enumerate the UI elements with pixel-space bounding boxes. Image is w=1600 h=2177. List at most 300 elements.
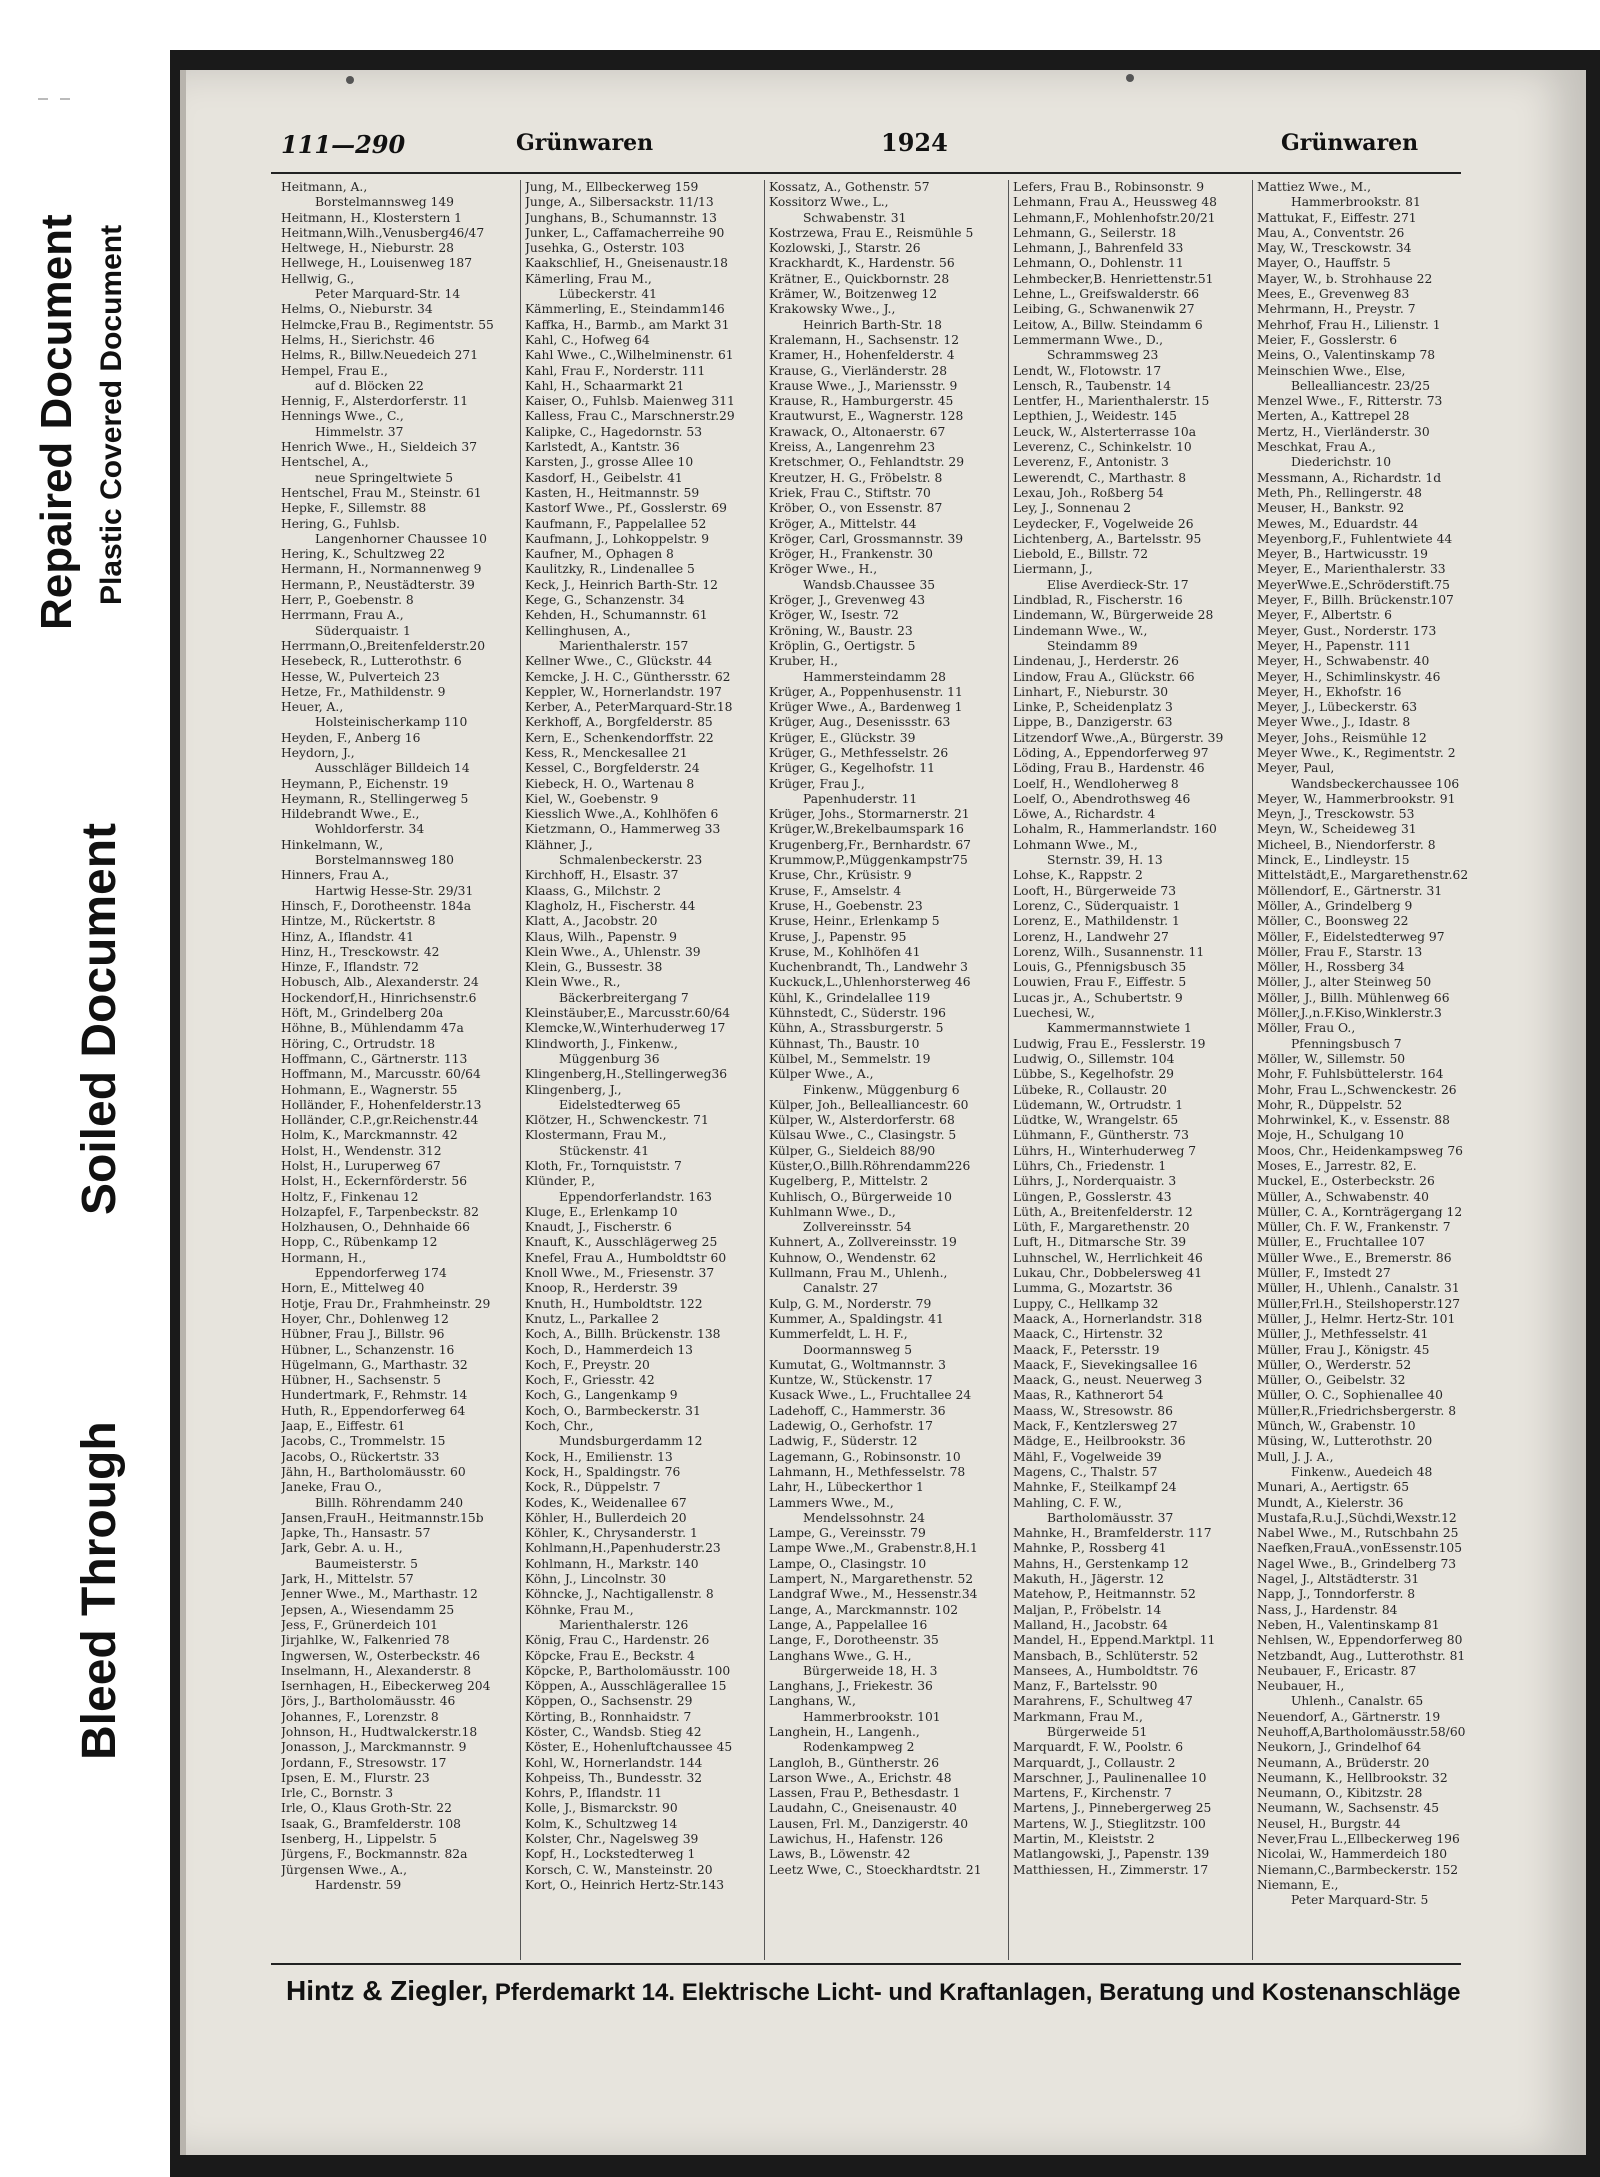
directory-entry: Hinners, Frau A., xyxy=(281,868,390,883)
directory-entry: Heydorn, J., xyxy=(281,745,355,760)
directory-entry: Möllendorf, E., Gärtnerstr. 31 xyxy=(1257,883,1443,898)
directory-entry: Holsteinischerkamp 110 xyxy=(315,715,468,730)
directory-entry: Lorenz, E., Mathildenstr. 1 xyxy=(1013,914,1180,929)
directory-entry: Kröger, H., Frankenstr. 30 xyxy=(769,547,933,562)
directory-entry: Hellwig, G., xyxy=(281,271,355,286)
directory-entry: Junghans, B., Schumannstr. 13 xyxy=(525,210,717,225)
ad-address: Pferdemarkt 14. xyxy=(494,1979,676,2006)
directory-entry: Hesebeck, R., Lutterothstr. 6 xyxy=(281,654,462,669)
directory-entry: Canalstr. 27 xyxy=(803,1281,879,1296)
directory-entry: Kröger, A., Mittelstr. 44 xyxy=(769,516,917,531)
directory-entry: Maack, F., Petersstr. 19 xyxy=(1013,1342,1160,1357)
directory-entry: Horn, E., Mittelweg 40 xyxy=(281,1281,425,1296)
directory-entry: Meyer, H., Schwabenstr. 40 xyxy=(1257,654,1430,669)
directory-entry: Jark, Gebr. A. u. H., xyxy=(281,1541,403,1556)
directory-entry: König, Frau C., Hardenstr. 26 xyxy=(525,1633,710,1648)
directory-entry: Kuntze, W., Stückenstr. 17 xyxy=(769,1373,933,1388)
directory-entry: Louis, G., Pfennigsbusch 35 xyxy=(1013,960,1187,975)
directory-entry: Krüger,W.,Brekelbaumspark 16 xyxy=(769,822,964,837)
directory-entry: Kühnast, Th., Baustr. 10 xyxy=(769,1036,920,1051)
directory-entry: Lefers, Frau B., Robinsonstr. 9 xyxy=(1013,180,1205,194)
directory-entry: Neuendorf, A., Gärtnerstr. 19 xyxy=(1257,1709,1441,1724)
directory-entry: Kruse, H., Goebenstr. 23 xyxy=(769,898,923,913)
directory-entry: Koch, G., Langenkamp 9 xyxy=(525,1388,678,1403)
directory-entry: Körting, B., Ronnhaidstr. 7 xyxy=(525,1709,692,1724)
directory-entry: Meyer, Johs., Reismühle 12 xyxy=(1257,730,1427,745)
directory-entry: Krüger, E., Glückstr. 39 xyxy=(769,730,916,745)
directory-entry: Irle, O., Klaus Groth-Str. 22 xyxy=(281,1801,452,1816)
directory-entry: Lumma, G., Mozartstr. 36 xyxy=(1013,1281,1173,1296)
directory-entry: Kugelberg, P., Mittelstr. 2 xyxy=(769,1174,929,1189)
directory-entry: Finkenw., Müggenburg 6 xyxy=(803,1082,960,1097)
directory-entry: Kietzmann, O., Hammerweg 33 xyxy=(525,822,721,837)
directory-entry: Lammers Wwe., M., xyxy=(769,1495,894,1510)
directory-entry: Hinze, F., Iflandstr. 72 xyxy=(281,960,419,975)
directory-entry: Linhart, F., Nieburstr. 30 xyxy=(1013,684,1169,699)
directory-entry: Mahnke, H., Bramfelderstr. 117 xyxy=(1013,1526,1212,1541)
directory-entry: Knuth, H., Humboldtstr. 122 xyxy=(525,1296,703,1311)
directory-entry: Krüger Wwe., A., Bardenweg 1 xyxy=(769,700,963,715)
directory-entry: Hintze, M., Rückertstr. 8 xyxy=(281,914,436,929)
directory-entry: Kiebeck, H. O., Wartenau 8 xyxy=(525,776,695,791)
directory-entry: Lüth, A., Breitenfelderstr. 12 xyxy=(1013,1204,1193,1219)
directory-entry: Kruber, H., xyxy=(769,654,839,669)
directory-entry: Jähn, H., Bartholomäusstr. 60 xyxy=(281,1464,466,1479)
directory-entry: Holländer, C.P.,gr.Reichenstr.44 xyxy=(281,1113,479,1128)
column-divider xyxy=(1008,180,1009,1960)
directory-entry: Larson Wwe., A., Erichstr. 48 xyxy=(769,1770,952,1785)
directory-entry: Kröger, J., Grevenweg 43 xyxy=(769,593,926,608)
directory-entry: Kort, O., Heinrich Hertz-Str.143 xyxy=(525,1877,725,1892)
directory-entry: Schwabenstr. 31 xyxy=(803,210,907,225)
directory-entry: Maack, A., Hornerlandstr. 318 xyxy=(1013,1311,1203,1326)
page-range: 111—290 xyxy=(281,130,406,159)
directory-entry: Leverenz, F., Antonistr. 3 xyxy=(1013,455,1169,470)
directory-entry: Langhans Wwe., G. H., xyxy=(769,1648,912,1663)
directory-entry: Marienthalerstr. 157 xyxy=(559,638,689,653)
directory-entry: Himmelstr. 37 xyxy=(315,424,404,439)
directory-entry: Kessel, C., Borgfelderstr. 24 xyxy=(525,761,700,776)
directory-entry: Wohldorferstr. 34 xyxy=(315,822,425,837)
directory-entry: Kozlowski, J., Starstr. 26 xyxy=(769,241,921,256)
directory-entry: Lahr, H., Lübeckerthor 1 xyxy=(769,1480,924,1495)
directory-entry: Mohrwinkel, K., v. Essenstr. 88 xyxy=(1257,1113,1450,1128)
directory-entry: Klostermann, Frau M., xyxy=(525,1128,667,1143)
directory-entry: May, W., Tresckowstr. 34 xyxy=(1257,241,1412,256)
directory-entry: Lüdemann, W., Ortrudstr. 1 xyxy=(1013,1097,1184,1112)
directory-entry: Moses, E., Jarrestr. 82, E. xyxy=(1257,1159,1417,1173)
directory-entry: Kohrs, P., Iflandstr. 11 xyxy=(525,1786,663,1801)
column-divider xyxy=(520,180,521,1960)
directory-entry: Meuser, H., Bankstr. 92 xyxy=(1257,501,1405,516)
directory-entry: Lensch, R., Taubenstr. 14 xyxy=(1013,378,1172,393)
directory-entry: Koch, F., Preystr. 20 xyxy=(525,1357,650,1372)
directory-entry: Kluge, E., Erlenkamp 10 xyxy=(525,1204,678,1219)
advertisement xyxy=(286,1975,1466,2015)
directory-entry: Makuth, H., Jägerstr. 12 xyxy=(1013,1572,1164,1587)
directory-entry: Möller,J.,n.F.Kiso,Winklerstr.3 xyxy=(1257,1006,1442,1021)
directory-entry: Mendelssohnstr. 24 xyxy=(803,1510,925,1525)
directory-entry: Köster, C., Wandsb. Stieg 42 xyxy=(525,1724,702,1739)
directory-entry: Lepthien, J., Weidestr. 145 xyxy=(1013,409,1177,424)
directory-entry: Isenberg, H., Lippelstr. 5 xyxy=(281,1832,438,1847)
directory-entry: Kolster, Chr., Nagelsweg 39 xyxy=(525,1832,699,1847)
directory-column xyxy=(1257,180,1493,1960)
directory-entry: Holst, H., Luruperweg 67 xyxy=(281,1159,441,1173)
directory-entry: Maack, F., Sievekingsallee 16 xyxy=(1013,1357,1198,1372)
directory-entry: Heymann, R., Stellingerweg 5 xyxy=(281,791,469,806)
directory-entry: Luechesi, W., xyxy=(1013,1006,1095,1021)
directory-entry: Heinrich Barth-Str. 18 xyxy=(803,317,943,332)
directory-entry: Borstelmannsweg 149 xyxy=(315,195,454,210)
directory-entry: Möller, A., Grindelberg 9 xyxy=(1257,898,1413,913)
directory-entry: Meyer, Paul, xyxy=(1257,761,1335,776)
directory-entry: Bartholomäusstr. 37 xyxy=(1047,1510,1174,1525)
directory-entry: Kumutat, G., Woltmannstr. 3 xyxy=(769,1357,946,1372)
directory-entry: Hormann, H., xyxy=(281,1250,367,1265)
directory-entry: Hobusch, Alb., Alexanderstr. 24 xyxy=(281,975,479,990)
directory-entry: Merten, A., Kattrepel 28 xyxy=(1257,409,1410,424)
label-bleed-through: Bleed Through xyxy=(73,1421,126,1760)
directory-entry: Meyn, W., Scheideweg 31 xyxy=(1257,822,1417,837)
directory-entry: Meyn, J., Tresckowstr. 53 xyxy=(1257,807,1415,822)
directory-entry: Lorenz, C., Süderquaistr. 1 xyxy=(1013,898,1181,913)
directory-entry: Holm, K., Marckmannstr. 42 xyxy=(281,1128,458,1143)
directory-entry: Nass, J., Hardenstr. 84 xyxy=(1257,1602,1398,1617)
directory-entry: Louwien, Frau F., Eiffestr. 5 xyxy=(1013,975,1187,990)
directory-entry: Leibing, G., Schwanenwik 27 xyxy=(1013,302,1195,317)
directory-entry: Kodes, K., Weidenallee 67 xyxy=(525,1495,687,1510)
directory-entry: Hundertmark, F., Rehmstr. 14 xyxy=(281,1388,468,1403)
header-rule xyxy=(271,172,1461,174)
directory-entry: Müller Wwe., E., Bremerstr. 86 xyxy=(1257,1250,1452,1265)
directory-entry: Kellinghusen, A., xyxy=(525,623,631,638)
directory-entry: Löwe, A., Richardstr. 4 xyxy=(1013,807,1156,822)
directory-entry: Möller, W., Sillemstr. 50 xyxy=(1257,1051,1406,1066)
directory-entry: Neben, H., Valentinskamp 81 xyxy=(1257,1617,1440,1632)
directory-entry: Kahl Wwe., C.,Wilhelminenstr. 61 xyxy=(525,348,734,363)
directory-entry: Herrmann, Frau A., xyxy=(281,608,404,623)
directory-entry: Junker, L., Caffamacherreihe 90 xyxy=(525,225,725,240)
directory-entry: Helmcke,Frau B., Regimentstr. 55 xyxy=(281,317,494,332)
directory-entry: Lange, F., Dorotheenstr. 35 xyxy=(769,1633,939,1648)
directory-entry: Lüngen, P., Gosslerstr. 43 xyxy=(1013,1189,1172,1204)
directory-entry: Japke, Th., Hansastr. 57 xyxy=(281,1526,431,1541)
directory-entry: Klingenberg,H.,Stellingerweg36 xyxy=(525,1067,728,1082)
directory-entry: Külper, G., Sieldeich 88/90 xyxy=(769,1143,936,1158)
directory-entry: Löding, A., Eppendorferweg 97 xyxy=(1013,745,1209,760)
right-heading: Grünwaren xyxy=(1281,130,1419,156)
directory-entry: Krause, G., Vierländerstr. 28 xyxy=(769,363,948,378)
directory-entry: Magens, C., Thalstr. 57 xyxy=(1013,1464,1158,1479)
directory-entry: Meyer Wwe., K., Regimentstr. 2 xyxy=(1257,745,1456,760)
directory-entry: Hübner, H., Sachsenstr. 5 xyxy=(281,1373,441,1388)
directory-entry: Johannes, F., Lorenzstr. 8 xyxy=(281,1709,439,1724)
directory-entry: Mustafa,R.u.J.,Süchdi,Wexstr.12 xyxy=(1257,1510,1457,1525)
directory-entry: Münch, W., Grabenstr. 10 xyxy=(1257,1419,1416,1434)
directory-entry: Mack, F., Kentzlersweg 27 xyxy=(1013,1419,1178,1434)
directory-entry: Langhein, H., Langenh., xyxy=(769,1724,920,1739)
directory-entry: Jacobs, C., Trommelstr. 15 xyxy=(281,1434,446,1449)
directory-entry: Mattiez Wwe., M., xyxy=(1257,180,1371,194)
left-heading: Grünwaren xyxy=(516,130,654,156)
directory-entry: Malland, H., Jacobstr. 64 xyxy=(1013,1617,1168,1632)
directory-entry: Lagemann, G., Robinsonstr. 10 xyxy=(769,1449,961,1464)
directory-entry: Möller, F., Eidelstedterweg 97 xyxy=(1257,929,1445,944)
directory-entry: Koch, Chr., xyxy=(525,1419,594,1434)
directory-entry: Kröplin, G., Oertigstr. 5 xyxy=(769,638,916,653)
directory-entry: Kostrzewa, Frau E., Reismühle 5 xyxy=(769,225,974,240)
directory-entry: Kossatz, A., Gothenstr. 57 xyxy=(769,180,930,194)
directory-entry: Holzhausen, O., Dehnhaide 66 xyxy=(281,1220,470,1235)
directory-entry: Müller, C. A., Kornträgergang 12 xyxy=(1257,1204,1463,1219)
directory-entry: Krüger, Aug., Desenissstr. 63 xyxy=(769,715,951,730)
directory-entry: Koch, F., Griesstr. 42 xyxy=(525,1373,655,1388)
directory-entry: Möller, H., Rossberg 34 xyxy=(1257,960,1405,975)
directory-entry: Neuhoff,A,Bartholomäusstr.58/60 xyxy=(1257,1724,1466,1739)
directory-entry: Klaass, G., Milchstr. 2 xyxy=(525,883,662,898)
directory-entry: Nehlsen, W., Eppendorferweg 80 xyxy=(1257,1633,1463,1648)
directory-entry: Pfenningsbusch 7 xyxy=(1291,1036,1402,1051)
directory-entry: Klindworth, J., Finkenw., xyxy=(525,1036,678,1051)
directory-entry: Munari, A., Aertigstr. 65 xyxy=(1257,1480,1410,1495)
directory-entry: Lindemann, W., Bürgerweide 28 xyxy=(1013,608,1214,623)
directory-entry: Hinkelmann, W., xyxy=(281,837,384,852)
directory-entry: Möller, Frau F., Starstr. 13 xyxy=(1257,944,1423,959)
directory-entry: Herrmann,O.,Breitenfelderstr.20 xyxy=(281,638,486,653)
directory-entry: Kohlmann, H., Markstr. 140 xyxy=(525,1556,699,1571)
directory-entry: Hoyer, Chr., Dohlenweg 12 xyxy=(281,1311,449,1326)
directory-entry: Meyer, Gust., Norderstr. 173 xyxy=(1257,623,1437,638)
directory-entry: Lühmann, F., Güntherstr. 73 xyxy=(1013,1128,1189,1143)
directory-entry: Martens, F., Kirchenstr. 7 xyxy=(1013,1786,1172,1801)
directory-entry: Lawichus, H., Hafenstr. 126 xyxy=(769,1832,944,1847)
directory-entry: Knutz, L., Parkallee 2 xyxy=(525,1311,660,1326)
directory-entry: Napp, J., Tonndorferstr. 8 xyxy=(1257,1587,1416,1602)
directory-entry: Eppendorferlandstr. 163 xyxy=(559,1189,712,1204)
directory-entry: Köhncke, J., Nachtigallenstr. 8 xyxy=(525,1587,714,1602)
directory-columns xyxy=(281,180,1471,1960)
directory-entry: Heitmann,Wilh.,Venusberg46/47 xyxy=(281,225,485,240)
directory-entry: Lehmann, G., Seilerstr. 18 xyxy=(1013,225,1177,240)
directory-entry: Hellwege, H., Louisenweg 187 xyxy=(281,256,473,271)
directory-entry: Meier, F., Gosslerstr. 6 xyxy=(1257,332,1398,347)
directory-column xyxy=(281,180,517,1960)
directory-entry: Ladewig, O., Gerhofstr. 17 xyxy=(769,1419,933,1434)
directory-entry: Keck, J., Heinrich Barth-Str. 12 xyxy=(525,577,718,592)
directory-entry: Knaudt, J., Fischerstr. 6 xyxy=(525,1220,672,1235)
directory-entry: Lührs, J., Norderquaistr. 3 xyxy=(1013,1174,1177,1189)
directory-entry: Müsing, W., Lutterothstr. 20 xyxy=(1257,1434,1433,1449)
directory-entry: Martens, W. J., Stieglitzstr. 100 xyxy=(1013,1816,1206,1831)
directory-entry: Menzel Wwe., F., Ritterstr. 73 xyxy=(1257,394,1443,409)
directory-entry: Kaakschlief, H., Gneisenaustr.18 xyxy=(525,256,728,271)
directory-entry: Minck, E., Lindleystr. 15 xyxy=(1257,853,1410,868)
directory-entry: Lindblad, R., Fischerstr. 16 xyxy=(1013,593,1183,608)
directory-entry: Loelf, O., Abendrothsweg 46 xyxy=(1013,791,1191,806)
directory-entry: Kock, H., Emilienstr. 13 xyxy=(525,1449,673,1464)
punch-hole xyxy=(346,76,354,84)
directory-entry: Ley, J., Sonnenau 2 xyxy=(1013,501,1132,516)
directory-entry: Mansbach, B., Schlüterstr. 52 xyxy=(1013,1648,1199,1663)
directory-entry: Krüger, Frau J., xyxy=(769,776,865,791)
directory-entry: Klein Wwe., A., Uhlenstr. 39 xyxy=(525,944,701,959)
directory-entry: Kruse, Chr., Krüsistr. 9 xyxy=(769,868,912,883)
directory-entry: Muckel, E., Osterbeckstr. 26 xyxy=(1257,1174,1435,1189)
directory-entry: Ludwig, Frau E., Fesslerstr. 19 xyxy=(1013,1036,1206,1051)
directory-entry: Möller, C., Boonsweg 22 xyxy=(1257,914,1409,929)
directory-entry: Koch, D., Hammerdeich 13 xyxy=(525,1342,694,1357)
directory-entry: Hoffmann, C., Gärtnerstr. 113 xyxy=(281,1051,468,1066)
directory-entry: Kruse, Heinr., Erlenkamp 5 xyxy=(769,914,940,929)
column-divider xyxy=(1252,180,1253,1960)
directory-entry: Mewes, M., Eduardstr. 44 xyxy=(1257,516,1419,531)
directory-entry: Müller,R.,Friedrichsbergerstr. 8 xyxy=(1257,1403,1457,1418)
directory-entry: Niemann,C.,Barmbeckerstr. 152 xyxy=(1257,1862,1459,1877)
directory-entry: Hopp, C., Rübenkamp 12 xyxy=(281,1235,438,1250)
directory-entry: Koch, O., Barmbeckerstr. 31 xyxy=(525,1403,701,1418)
directory-entry: Meyer, H., Papenstr. 111 xyxy=(1257,638,1412,653)
directory-entry: Klatt, A., Jacobstr. 20 xyxy=(525,914,658,929)
directory-entry: Naefken,FrauA.,vonEssenstr.105 xyxy=(1257,1541,1463,1556)
directory-entry: Luft, H., Ditmarsche Str. 39 xyxy=(1013,1235,1187,1250)
directory-entry: Bäckerbreitergang 7 xyxy=(559,990,689,1005)
directory-entry: Müggenburg 36 xyxy=(559,1051,660,1066)
directory-entry: Martens, J., Pinnebergerweg 25 xyxy=(1013,1801,1212,1816)
directory-entry: Kuckuck,L.,Uhlenhorsterweg 46 xyxy=(769,975,971,990)
directory-entry: Kühn, A., Strassburgerstr. 5 xyxy=(769,1021,944,1036)
directory-entry: Lampert, N., Margarethenstr. 52 xyxy=(769,1572,974,1587)
directory-entry: Leverenz, C., Schinkelstr. 10 xyxy=(1013,440,1192,455)
directory-entry: Kahl, H., Schaarmarkt 21 xyxy=(525,378,685,393)
directory-entry: Jürgens, F., Bockmannstr. 82a xyxy=(281,1847,468,1862)
directory-entry: Lübeke, R., Collaustr. 20 xyxy=(1013,1082,1167,1097)
directory-entry: Hildebrandt Wwe., E., xyxy=(281,807,420,822)
directory-entry: Leydecker, F., Vogelweide 26 xyxy=(1013,516,1194,531)
label-soiled-document: Soiled Document xyxy=(73,822,126,1215)
directory-entry: Meinschien Wwe., Else, xyxy=(1257,363,1406,378)
directory-entry: Hotje, Frau Dr., Frahmheinstr. 29 xyxy=(281,1296,491,1311)
directory-entry: Köppen, O., Sachsenstr. 29 xyxy=(525,1694,693,1709)
directory-entry: Kröber, O., von Essenstr. 87 xyxy=(769,501,943,516)
directory-entry: Hetze, Fr., Mathildenstr. 9 xyxy=(281,684,446,699)
directory-entry: Lehmann, Frau A., Heussweg 48 xyxy=(1013,195,1217,210)
directory-entry: Kretschmer, O., Fehlandtstr. 29 xyxy=(769,455,965,470)
directory-entry: Maljan, P., Fröbelstr. 14 xyxy=(1013,1602,1162,1617)
directory-entry: Lampe, O., Clasingstr. 10 xyxy=(769,1556,927,1571)
directory-entry: Höft, M., Grindelberg 20a xyxy=(281,1006,444,1021)
directory-entry: Neubauer, F., Ericastr. 87 xyxy=(1257,1663,1417,1678)
directory-entry: neue Springeltwiete 5 xyxy=(315,470,454,485)
directory-entry: Lüth, F., Margarethenstr. 20 xyxy=(1013,1220,1190,1235)
directory-entry: Mertz, H., Vierländerstr. 30 xyxy=(1257,424,1430,439)
directory-column xyxy=(769,180,1005,1960)
directory-entry: Krackhardt, K., Hardenstr. 56 xyxy=(769,256,955,271)
directory-entry: Kühnstedt, C., Süderstr. 196 xyxy=(769,1006,946,1021)
directory-entry: Kriek, Frau C., Stiftstr. 70 xyxy=(769,485,931,500)
directory-entry: Kloth, Fr., Tornquiststr. 7 xyxy=(525,1159,682,1173)
directory-entry: Manz, F., Bartelsstr. 90 xyxy=(1013,1679,1158,1694)
directory-entry: Hammersteindamm 28 xyxy=(803,669,946,684)
directory-entry: Knefel, Frau A., Humboldtstr 60 xyxy=(525,1250,727,1265)
directory-entry: Lübbe, S., Kegelhofstr. 29 xyxy=(1013,1067,1174,1082)
directory-entry: Kruse, M., Kohlhöfen 41 xyxy=(769,944,921,959)
directory-entry: Maack, C., Hirtenstr. 32 xyxy=(1013,1327,1164,1342)
directory-entry: Lindow, Frau A., Glückstr. 66 xyxy=(1013,669,1195,684)
directory-entry: Kröning, W., Baustr. 23 xyxy=(769,623,913,638)
directory-entry: Lorenz, H., Landwehr 27 xyxy=(1013,929,1169,944)
directory-entry: Lübeckerstr. 41 xyxy=(559,287,657,302)
directory-entry: Möller, Frau O., xyxy=(1257,1021,1356,1036)
directory-entry: Kahl, C., Hofweg 64 xyxy=(525,332,650,347)
directory-entry: Kock, H., Spaldingstr. 76 xyxy=(525,1464,681,1479)
directory-entry: Klünder, P., xyxy=(525,1174,596,1189)
directory-entry: Klagholz, H., Fischerstr. 44 xyxy=(525,898,696,913)
sidebar xyxy=(0,0,170,2177)
directory-entry: Höhne, B., Mühlendamm 47a xyxy=(281,1021,464,1036)
directory-entry: Kulp, G. M., Norderstr. 79 xyxy=(769,1296,932,1311)
directory-entry: Köppen, A., Ausschlägerallee 15 xyxy=(525,1679,727,1694)
directory-entry: Steindamm 89 xyxy=(1047,638,1138,653)
directory-entry: Lindenau, J., Herderstr. 26 xyxy=(1013,654,1180,669)
directory-entry: Kummer, A., Spaldingstr. 41 xyxy=(769,1311,944,1326)
directory-entry: Hentschel, A., xyxy=(281,455,369,470)
directory-entry: Kaulitzky, R., Lindenallee 5 xyxy=(525,562,695,577)
directory-entry: Wandsbeckerchaussee 106 xyxy=(1291,776,1460,791)
directory-entry: Ladehoff, C., Hammerstr. 36 xyxy=(769,1403,946,1418)
directory-entry: Lehmann, O., Dohlenstr. 11 xyxy=(1013,256,1184,271)
directory-entry: Hammerbrookstr. 101 xyxy=(803,1709,941,1724)
directory-entry: Leuck, W., Alsterterrasse 10a xyxy=(1013,424,1197,439)
directory-entry: Hinz, H., Tresckowstr. 42 xyxy=(281,944,440,959)
directory-entry: Hennings Wwe., C., xyxy=(281,409,404,424)
directory-entry: Lehmann, J., Bahrenfeld 33 xyxy=(1013,241,1184,256)
directory-entry: Martin, M., Kleiststr. 2 xyxy=(1013,1832,1155,1847)
directory-entry: Liebold, E., Billstr. 72 xyxy=(1013,547,1149,562)
directory-entry: Köhn, J., Lincolnstr. 30 xyxy=(525,1572,667,1587)
directory-entry: Klein, G., Bussestr. 38 xyxy=(525,960,663,975)
directory-entry: Baumeisterstr. 5 xyxy=(315,1556,418,1571)
directory-entry: Lindemann Wwe., W., xyxy=(1013,623,1148,638)
directory-entry: Schrammsweg 23 xyxy=(1047,348,1159,363)
directory-entry: Karlstedt, A., Kantstr. 36 xyxy=(525,440,680,455)
directory-entry: Markmann, Frau M., xyxy=(1013,1709,1143,1724)
directory-entry: Müller, F., Imstedt 27 xyxy=(1257,1266,1391,1281)
directory-entry: Holst, H., Wendenstr. 312 xyxy=(281,1143,442,1158)
directory-entry: Külbel, M., Semmelstr. 19 xyxy=(769,1051,931,1066)
directory-entry: Mundsburgerdamm 12 xyxy=(559,1434,703,1449)
directory-entry: Heitmann, H., Klosterstern 1 xyxy=(281,210,462,225)
directory-entry: Mundt, A., Kielerstr. 36 xyxy=(1257,1495,1404,1510)
directory-entry: Möller, J., Billh. Mühlenweg 66 xyxy=(1257,990,1450,1005)
directory-entry: Mädge, E., Heilbrookstr. 36 xyxy=(1013,1434,1186,1449)
directory-entry: Elise Averdieck-Str. 17 xyxy=(1047,577,1189,592)
directory-entry: Jürgensen Wwe., A., xyxy=(281,1862,408,1877)
directory-entry: Ipsen, E. M., Flurstr. 23 xyxy=(281,1770,430,1785)
directory-entry: Nagel, J., Altstädterstr. 31 xyxy=(1257,1572,1420,1587)
directory-entry: auf d. Blöcken 22 xyxy=(315,378,424,393)
directory-entry: Matlangowski, J., Papenstr. 139 xyxy=(1013,1847,1210,1862)
directory-entry: Helms, R., Billw.Neuedeich 271 xyxy=(281,348,479,363)
directory-entry: Krüger, G., Methfesselstr. 26 xyxy=(769,745,949,760)
directory-entry: Mähl, F., Vogelweide 39 xyxy=(1013,1449,1162,1464)
directory-entry: Hermann, P., Neustädterstr. 39 xyxy=(281,577,475,592)
directory-entry: Mahnke, F., Steilkampf 24 xyxy=(1013,1480,1177,1495)
directory-entry: Krummow,P.,Müggenkampstr75 xyxy=(769,853,968,868)
directory-entry: Doormannsweg 5 xyxy=(803,1342,913,1357)
directory-entry: Külsau Wwe., C., Clasingstr. 5 xyxy=(769,1128,957,1143)
directory-entry: Mau, A., Conventstr. 26 xyxy=(1257,225,1405,240)
